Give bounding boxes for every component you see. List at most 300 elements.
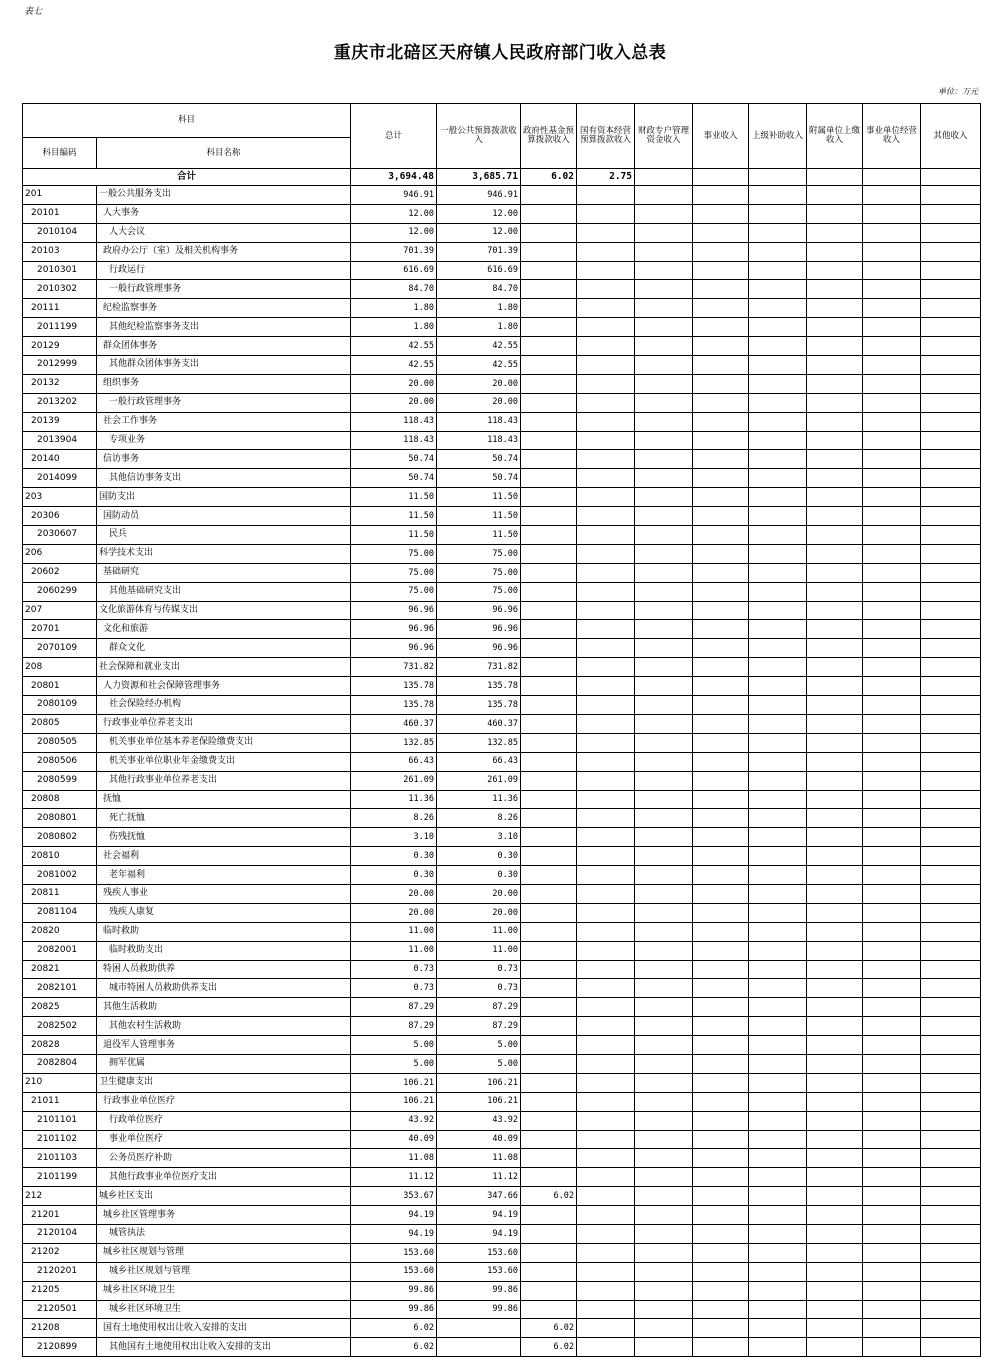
- amount-cell: 11.50: [351, 526, 437, 545]
- amount-cell: [635, 960, 693, 979]
- amount-cell: [521, 1036, 577, 1055]
- subject-code-cell: 2080505: [23, 733, 97, 752]
- code-header: 科目编码: [23, 138, 97, 169]
- amount-cell: 20.00: [437, 374, 521, 393]
- amount-cell: 106.21: [437, 1073, 521, 1092]
- amount-cell: 135.78: [351, 696, 437, 715]
- table-row: [23, 563, 981, 582]
- amount-cell: [807, 318, 863, 337]
- subject-code-cell: 208: [23, 658, 97, 677]
- total-cell: 2.75: [577, 169, 635, 186]
- amount-cell: [749, 658, 807, 677]
- amount-cell: 11.08: [351, 1149, 437, 1168]
- amount-cell: [863, 884, 921, 903]
- total-cell: [921, 169, 981, 186]
- amount-cell: [693, 601, 749, 620]
- subject-code-cell: 2101199: [23, 1168, 97, 1187]
- table-row: [23, 204, 981, 223]
- amount-cell: [693, 1168, 749, 1187]
- amount-cell: [749, 884, 807, 903]
- amount-cell: [921, 639, 981, 658]
- table-row: [23, 1092, 981, 1111]
- amount-cell: 946.91: [351, 186, 437, 205]
- amount-cell: [807, 507, 863, 526]
- amount-cell: [863, 223, 921, 242]
- amount-cell: 0.30: [437, 866, 521, 885]
- amount-cell: [577, 582, 635, 601]
- amount-cell: [577, 356, 635, 375]
- amount-cell: 132.85: [351, 733, 437, 752]
- amount-cell: [635, 393, 693, 412]
- amount-cell: 99.86: [437, 1300, 521, 1319]
- amount-cell: [577, 1262, 635, 1281]
- amount-cell: [693, 884, 749, 903]
- amount-cell: [807, 960, 863, 979]
- amount-cell: [749, 752, 807, 771]
- amount-cell: [577, 809, 635, 828]
- amount-cell: [521, 488, 577, 507]
- amount-cell: [577, 903, 635, 922]
- subject-name-cell: 城乡社区规划与管理: [97, 1243, 351, 1262]
- total-cell: [635, 169, 693, 186]
- amount-cell: [863, 1262, 921, 1281]
- amount-cell: 20.00: [351, 903, 437, 922]
- amount-cell: 42.55: [351, 337, 437, 356]
- amount-cell: [635, 714, 693, 733]
- amount-cell: [577, 1281, 635, 1300]
- amount-cell: [693, 1319, 749, 1338]
- amount-cell: [749, 922, 807, 941]
- amount-cell: [921, 450, 981, 469]
- subject-name-cell: 人大事务: [97, 204, 351, 223]
- amount-cell: 96.96: [437, 639, 521, 658]
- amount-cell: [521, 1168, 577, 1187]
- amount-cell: 43.92: [437, 1111, 521, 1130]
- subject-code-cell: 203: [23, 488, 97, 507]
- amount-cell: [807, 242, 863, 261]
- amount-cell: [921, 601, 981, 620]
- subject-name-cell: 残疾人事业: [97, 884, 351, 903]
- subject-name-cell: 政府办公厅（室）及相关机构事务: [97, 242, 351, 261]
- amount-cell: [807, 1224, 863, 1243]
- subject-name-cell: 信访事务: [97, 450, 351, 469]
- amount-cell: [693, 696, 749, 715]
- amount-cell: [921, 223, 981, 242]
- amount-cell: [521, 979, 577, 998]
- amount-cell: 0.73: [437, 979, 521, 998]
- amount-cell: 353.67: [351, 1187, 437, 1206]
- amount-cell: 731.82: [351, 658, 437, 677]
- amount-cell: [635, 979, 693, 998]
- amount-cell: 20.00: [437, 903, 521, 922]
- amount-cell: [635, 1054, 693, 1073]
- amount-cell: [749, 1206, 807, 1225]
- amount-cell: [693, 1281, 749, 1300]
- table-row: [23, 1262, 981, 1281]
- amount-cell: [693, 828, 749, 847]
- amount-cell: [749, 544, 807, 563]
- subject-name-cell: 城乡社区支出: [97, 1187, 351, 1206]
- amount-cell: [807, 998, 863, 1017]
- amount-cell: [693, 431, 749, 450]
- col-header-gov-fund: 政府性基金预算拨款收入: [521, 104, 577, 169]
- amount-cell: [807, 563, 863, 582]
- subject-code-cell: 20103: [23, 242, 97, 261]
- amount-cell: [521, 563, 577, 582]
- amount-cell: [693, 1073, 749, 1092]
- subject-code-cell: 2081104: [23, 903, 97, 922]
- amount-cell: [807, 1036, 863, 1055]
- amount-cell: [749, 526, 807, 545]
- subject-code-cell: 21011: [23, 1092, 97, 1111]
- amount-cell: [577, 790, 635, 809]
- amount-cell: 84.70: [351, 280, 437, 299]
- amount-cell: [693, 941, 749, 960]
- amount-cell: [521, 1262, 577, 1281]
- amount-cell: [863, 1319, 921, 1338]
- amount-cell: [635, 601, 693, 620]
- amount-cell: [863, 828, 921, 847]
- table-row: [23, 488, 981, 507]
- subject-name-cell: 退役军人管理事务: [97, 1036, 351, 1055]
- subject-name-cell: 城乡社区规划与管理: [97, 1262, 351, 1281]
- amount-cell: [807, 1149, 863, 1168]
- subject-name-cell: 社会福利: [97, 847, 351, 866]
- amount-cell: [693, 223, 749, 242]
- amount-cell: [521, 1206, 577, 1225]
- amount-cell: 20.00: [437, 393, 521, 412]
- amount-cell: 11.36: [437, 790, 521, 809]
- subject-code-cell: 2120104: [23, 1224, 97, 1243]
- amount-cell: [807, 337, 863, 356]
- amount-cell: [807, 412, 863, 431]
- amount-cell: [521, 752, 577, 771]
- amount-cell: [749, 1054, 807, 1073]
- amount-cell: [807, 733, 863, 752]
- table-row: [23, 771, 981, 790]
- amount-cell: [577, 412, 635, 431]
- amount-cell: [693, 1262, 749, 1281]
- subject-name-cell: 群众团体事务: [97, 337, 351, 356]
- subject-name-cell: 城乡社区管理事务: [97, 1206, 351, 1225]
- unit-label: 单位：万元: [938, 87, 978, 96]
- amount-cell: [577, 1168, 635, 1187]
- amount-cell: [635, 242, 693, 261]
- amount-cell: [521, 677, 577, 696]
- amount-cell: [635, 771, 693, 790]
- amount-cell: [635, 1168, 693, 1187]
- amount-cell: 6.02: [521, 1338, 577, 1357]
- total-cell: [693, 169, 749, 186]
- amount-cell: [749, 412, 807, 431]
- amount-cell: [807, 752, 863, 771]
- subject-code-cell: 20828: [23, 1036, 97, 1055]
- subject-code-cell: 21201: [23, 1206, 97, 1225]
- amount-cell: [749, 563, 807, 582]
- subject-name-cell: 其他群众团体事务支出: [97, 356, 351, 375]
- amount-cell: [693, 809, 749, 828]
- amount-cell: [693, 1036, 749, 1055]
- amount-cell: [635, 866, 693, 885]
- amount-cell: [521, 1073, 577, 1092]
- amount-cell: 0.30: [351, 866, 437, 885]
- amount-cell: [921, 790, 981, 809]
- amount-cell: [749, 1168, 807, 1187]
- amount-cell: 94.19: [437, 1206, 521, 1225]
- amount-cell: [635, 1281, 693, 1300]
- table-row: [23, 677, 981, 696]
- amount-cell: 99.86: [437, 1281, 521, 1300]
- amount-cell: [521, 1017, 577, 1036]
- amount-cell: 8.26: [351, 809, 437, 828]
- amount-cell: [749, 696, 807, 715]
- amount-cell: [521, 847, 577, 866]
- amount-cell: [693, 318, 749, 337]
- amount-cell: [635, 544, 693, 563]
- subject-code-cell: 2120201: [23, 1262, 97, 1281]
- amount-cell: 11.08: [437, 1149, 521, 1168]
- table-number-label: 表七: [24, 7, 43, 17]
- amount-cell: [635, 1300, 693, 1319]
- amount-cell: [693, 374, 749, 393]
- amount-cell: [693, 526, 749, 545]
- subject-name-cell: 社会工作事务: [97, 412, 351, 431]
- amount-cell: 12.00: [351, 223, 437, 242]
- subject-code-cell: 2082502: [23, 1017, 97, 1036]
- amount-cell: [577, 979, 635, 998]
- subject-code-cell: 2101101: [23, 1111, 97, 1130]
- subject-code-cell: 20111: [23, 299, 97, 318]
- amount-cell: [693, 1243, 749, 1262]
- subject-code-cell: 2120899: [23, 1338, 97, 1357]
- amount-cell: [635, 186, 693, 205]
- amount-cell: 3.10: [351, 828, 437, 847]
- amount-cell: [577, 941, 635, 960]
- amount-cell: [749, 431, 807, 450]
- subject-name-cell: 老年福利: [97, 866, 351, 885]
- amount-cell: [693, 412, 749, 431]
- amount-cell: [635, 1224, 693, 1243]
- table-body: [23, 169, 981, 1357]
- amount-cell: [863, 582, 921, 601]
- subject-name-cell: 其他国有土地使用权出让收入安排的支出: [97, 1338, 351, 1357]
- amount-cell: [521, 696, 577, 715]
- amount-cell: [749, 639, 807, 658]
- amount-cell: 87.29: [437, 1017, 521, 1036]
- amount-cell: [807, 393, 863, 412]
- amount-cell: [921, 1338, 981, 1357]
- amount-cell: 87.29: [437, 998, 521, 1017]
- amount-cell: 106.21: [351, 1073, 437, 1092]
- amount-cell: [749, 356, 807, 375]
- table-row: [23, 1187, 981, 1206]
- amount-cell: [921, 677, 981, 696]
- amount-cell: [921, 1168, 981, 1187]
- table-row: [23, 337, 981, 356]
- amount-cell: [749, 866, 807, 885]
- amount-cell: [521, 601, 577, 620]
- subject-code-cell: 2082804: [23, 1054, 97, 1073]
- amount-cell: [577, 847, 635, 866]
- amount-cell: [577, 733, 635, 752]
- amount-cell: 94.19: [351, 1206, 437, 1225]
- amount-cell: [521, 507, 577, 526]
- amount-cell: [863, 393, 921, 412]
- amount-cell: [635, 1130, 693, 1149]
- amount-cell: [693, 1187, 749, 1206]
- amount-cell: [577, 299, 635, 318]
- subject-code-cell: 2014099: [23, 469, 97, 488]
- amount-cell: [863, 318, 921, 337]
- amount-cell: [635, 280, 693, 299]
- amount-cell: [863, 771, 921, 790]
- amount-cell: [577, 1187, 635, 1206]
- amount-cell: 8.26: [437, 809, 521, 828]
- amount-cell: [635, 847, 693, 866]
- amount-cell: 96.96: [437, 601, 521, 620]
- amount-cell: [807, 866, 863, 885]
- amount-cell: 75.00: [437, 563, 521, 582]
- amount-cell: [749, 1224, 807, 1243]
- amount-cell: [863, 752, 921, 771]
- amount-cell: [921, 733, 981, 752]
- subject-code-cell: 206: [23, 544, 97, 563]
- table-row: [23, 1224, 981, 1243]
- amount-cell: [921, 1054, 981, 1073]
- table-row: [23, 620, 981, 639]
- amount-cell: [863, 847, 921, 866]
- amount-cell: 731.82: [437, 658, 521, 677]
- table-row: [23, 299, 981, 318]
- amount-cell: [577, 1073, 635, 1092]
- amount-cell: [807, 1092, 863, 1111]
- amount-cell: [863, 204, 921, 223]
- amount-cell: [577, 1130, 635, 1149]
- amount-cell: [693, 186, 749, 205]
- subject-name-cell: 其他行政事业单位医疗支出: [97, 1168, 351, 1187]
- amount-cell: [521, 582, 577, 601]
- amount-cell: [807, 828, 863, 847]
- amount-cell: 42.55: [437, 356, 521, 375]
- amount-cell: [807, 658, 863, 677]
- amount-cell: [749, 1281, 807, 1300]
- amount-cell: [693, 356, 749, 375]
- amount-cell: 460.37: [351, 714, 437, 733]
- amount-cell: 0.30: [437, 847, 521, 866]
- amount-cell: [921, 1149, 981, 1168]
- amount-cell: [807, 223, 863, 242]
- table-row: [23, 1243, 981, 1262]
- amount-cell: [693, 280, 749, 299]
- total-row: [23, 169, 981, 186]
- table-row: [23, 922, 981, 941]
- amount-cell: 11.50: [351, 507, 437, 526]
- amount-cell: 0.73: [351, 960, 437, 979]
- table-row: [23, 809, 981, 828]
- amount-cell: [921, 356, 981, 375]
- total-cell: 3,685.71: [437, 169, 521, 186]
- subject-name-cell: 国有土地使用权出让收入安排的支出: [97, 1319, 351, 1338]
- amount-cell: 153.60: [351, 1243, 437, 1262]
- amount-cell: [921, 544, 981, 563]
- subject-name-cell: 事业单位医疗: [97, 1130, 351, 1149]
- amount-cell: [921, 431, 981, 450]
- amount-cell: [749, 1319, 807, 1338]
- amount-cell: 106.21: [437, 1092, 521, 1111]
- amount-cell: [521, 1111, 577, 1130]
- amount-cell: [635, 261, 693, 280]
- table-row: [23, 582, 981, 601]
- amount-cell: [863, 1281, 921, 1300]
- total-cell: 3,694.48: [351, 169, 437, 186]
- amount-cell: [807, 1281, 863, 1300]
- amount-cell: [749, 337, 807, 356]
- subject-code-cell: 2010104: [23, 223, 97, 242]
- amount-cell: [863, 998, 921, 1017]
- amount-cell: [749, 186, 807, 205]
- subject-name-cell: 国防动员: [97, 507, 351, 526]
- amount-cell: [921, 1092, 981, 1111]
- amount-cell: [921, 1017, 981, 1036]
- amount-cell: 50.74: [437, 469, 521, 488]
- amount-cell: [521, 733, 577, 752]
- amount-cell: [921, 866, 981, 885]
- amount-cell: [807, 204, 863, 223]
- amount-cell: [521, 412, 577, 431]
- amount-cell: 11.12: [437, 1168, 521, 1187]
- subject-code-cell: 21208: [23, 1319, 97, 1338]
- amount-cell: [863, 696, 921, 715]
- amount-cell: [521, 356, 577, 375]
- amount-cell: 84.70: [437, 280, 521, 299]
- table-row: [23, 1054, 981, 1073]
- amount-cell: [807, 186, 863, 205]
- subject-name-cell: 一般行政管理事务: [97, 280, 351, 299]
- subject-name-cell: 人大会议: [97, 223, 351, 242]
- amount-cell: [863, 526, 921, 545]
- subject-code-cell: 20701: [23, 620, 97, 639]
- amount-cell: [921, 1036, 981, 1055]
- amount-cell: [635, 1092, 693, 1111]
- subject-code-cell: 2010302: [23, 280, 97, 299]
- amount-cell: [635, 677, 693, 696]
- table-row: [23, 1130, 981, 1149]
- amount-cell: 99.86: [351, 1281, 437, 1300]
- amount-cell: [921, 318, 981, 337]
- amount-cell: [749, 979, 807, 998]
- amount-cell: [863, 1073, 921, 1092]
- amount-cell: [521, 903, 577, 922]
- amount-cell: [749, 488, 807, 507]
- amount-cell: [577, 658, 635, 677]
- amount-cell: [635, 1187, 693, 1206]
- amount-cell: [635, 204, 693, 223]
- amount-cell: [863, 658, 921, 677]
- amount-cell: [807, 299, 863, 318]
- amount-cell: [749, 242, 807, 261]
- table-row: [23, 374, 981, 393]
- amount-cell: 5.00: [351, 1054, 437, 1073]
- amount-cell: [863, 790, 921, 809]
- amount-cell: [521, 318, 577, 337]
- amount-cell: [807, 847, 863, 866]
- amount-cell: [635, 1149, 693, 1168]
- amount-cell: [921, 771, 981, 790]
- amount-cell: [921, 714, 981, 733]
- amount-cell: [521, 884, 577, 903]
- subject-name-cell: 拥军优属: [97, 1054, 351, 1073]
- amount-cell: [635, 582, 693, 601]
